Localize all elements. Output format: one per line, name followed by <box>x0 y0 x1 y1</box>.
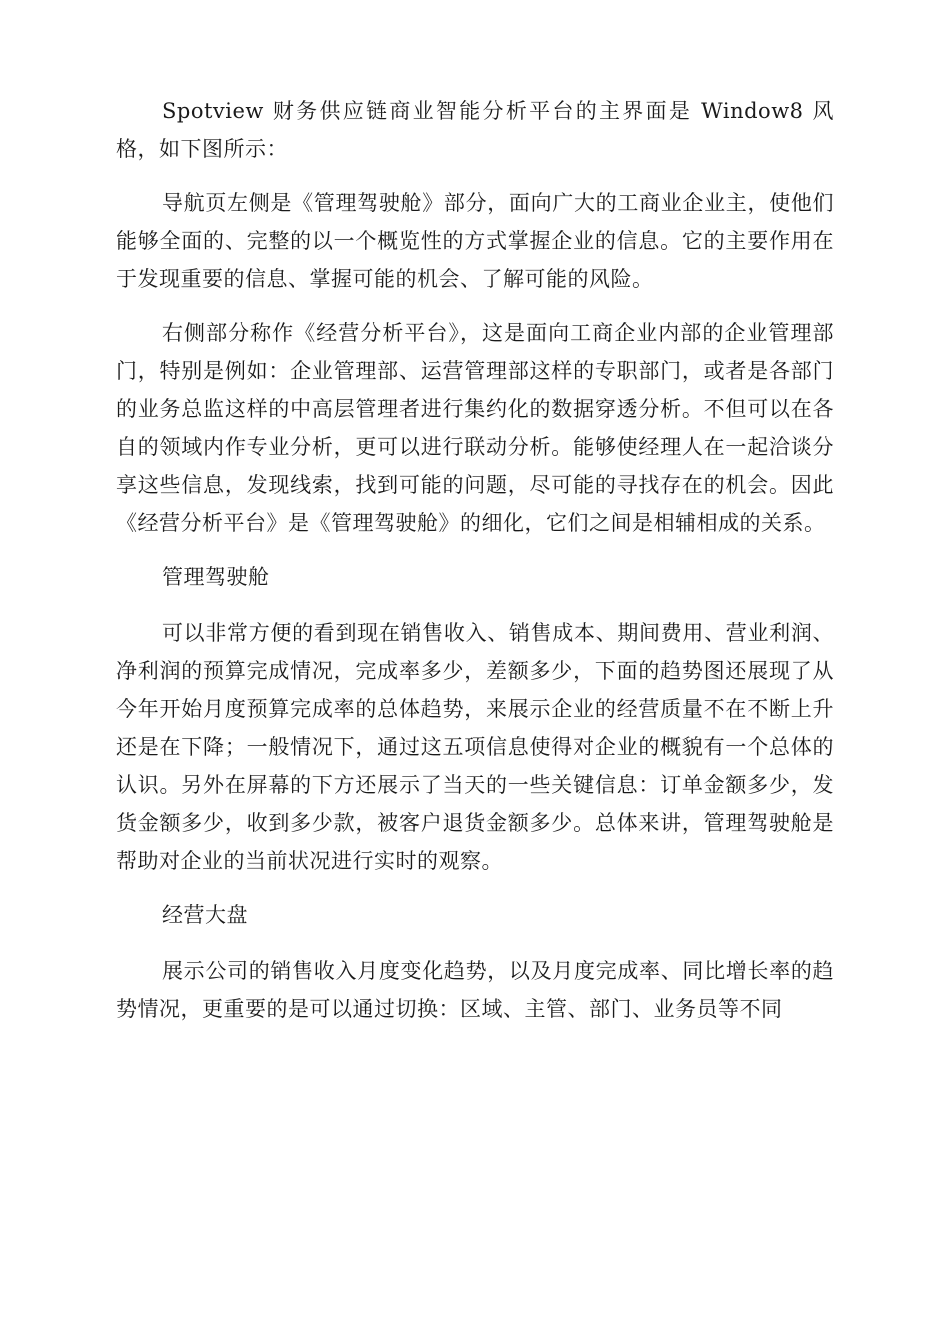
paragraph-cockpit-overview: 导航页左侧是《管理驾驶舱》部分，面向广大的工商业企业主，使他们能够全面的、完整的以一个概览性的方式掌握企业的信息。它的主要作用在于发现重要的信息、掌握可能的机会、了解可能的风险。 <box>116 191 834 291</box>
paragraph-cockpit-details: 可以非常方便的看到现在销售收入、销售成本、期间费用、营业利润、净利润的预算完成情况，完成率多少，差额多少，下面的趋势图还展现了从今年开始月度预算完成率的总体趋势，来展示企业的经营质量不在不断上升还是在下降；一般情况下，通过这五项信息使得对企业的概貌有一个总体的认识。另外在屏幕的下方还展示了当天的一些关键信息：订单金额多少，发货金额多少，收到多少款，被客户退货金额多少。总体来讲，管理驾驶舱是帮助对企业的当前状况进行实时的观察。 <box>116 621 834 873</box>
paragraph-business-dashboard: 展示公司的销售收入月度变化趋势，以及月度完成率、同比增长率的趋势情况，更重要的是可以通过切换：区域、主管、部门、业务员等不同 <box>116 959 834 1021</box>
paragraph-intro: Spotview 财务供应链商业智能分析平台的主界面是 Window8 风格，如下图所示： <box>116 99 834 161</box>
paragraph-analysis-platform: 右侧部分称作《经营分析平台》，这是面向工商企业内部的企业管理部门，特别是例如：企业管理部、运营管理部这样的专职部门，或者是各部门的业务总监这样的中高层管理者进行集约化的数据穿透分析。不但可以在各自的领域内作专业分析，更可以进行联动分析。能够使经理人在一起洽谈分享这些信息，发现线索，找到可能的问题，尽可能的寻找存在的机会。因此《经营分析平台》是《管理驾驶舱》的细化，它们之间是相辅相成的关系。 <box>116 321 834 535</box>
section-heading-business-dashboard: 经营大盘 <box>162 903 248 927</box>
section-heading-cockpit: 管理驾驶舱 <box>162 565 270 589</box>
document-page <box>116 92 834 1044</box>
